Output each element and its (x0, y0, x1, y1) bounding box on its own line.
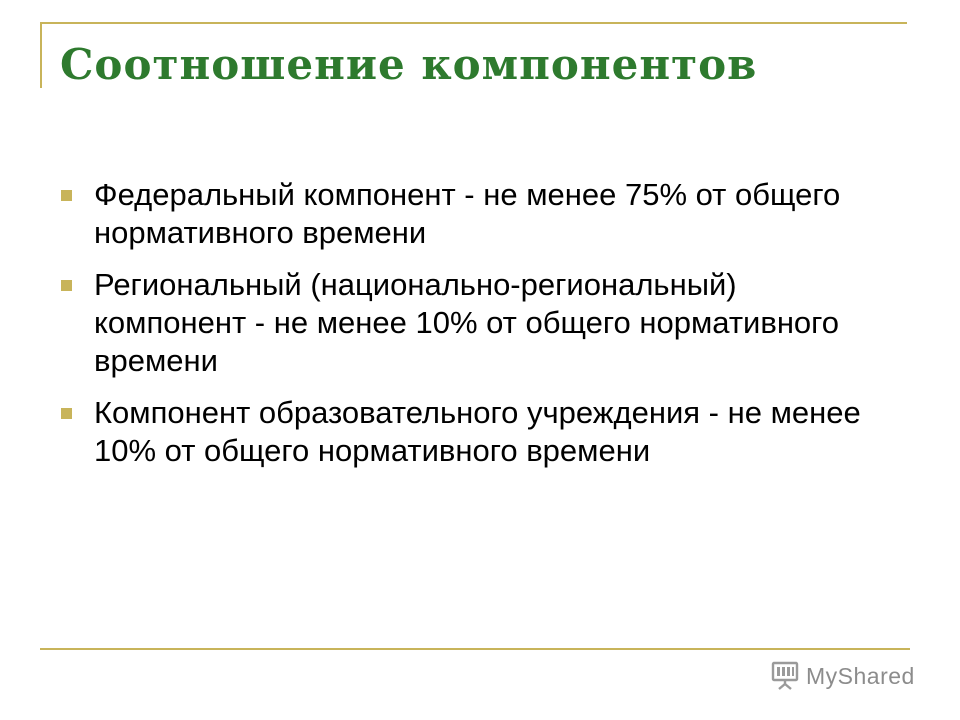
bullet-square-icon (61, 190, 72, 201)
frame-top-line (40, 22, 907, 24)
slide-title: Соотношение компонентов (60, 40, 758, 89)
presentation-board-icon (770, 661, 800, 691)
frame-left-line (40, 22, 42, 88)
bullet-text: Федеральный компонент - не менее 75% от общего нормативного времени (94, 177, 841, 250)
watermark-logo (770, 660, 915, 692)
bullet-item-institution (60, 394, 890, 470)
watermark-logo-text: MyShared (806, 662, 915, 689)
bullet-square-icon (61, 280, 72, 291)
bullet-list (60, 176, 890, 484)
bullet-text: Региональный (национально-региональный) компонент - не менее 10% от общего нормативного времени (94, 267, 840, 378)
bullet-square-icon (61, 408, 72, 419)
bullet-item-federal (60, 176, 890, 252)
frame-bottom-line (40, 648, 910, 650)
bullet-text: Компонент образовательного учреждения - не менее 10% от общего нормативного времени (94, 395, 861, 468)
bullet-item-regional (60, 266, 890, 380)
